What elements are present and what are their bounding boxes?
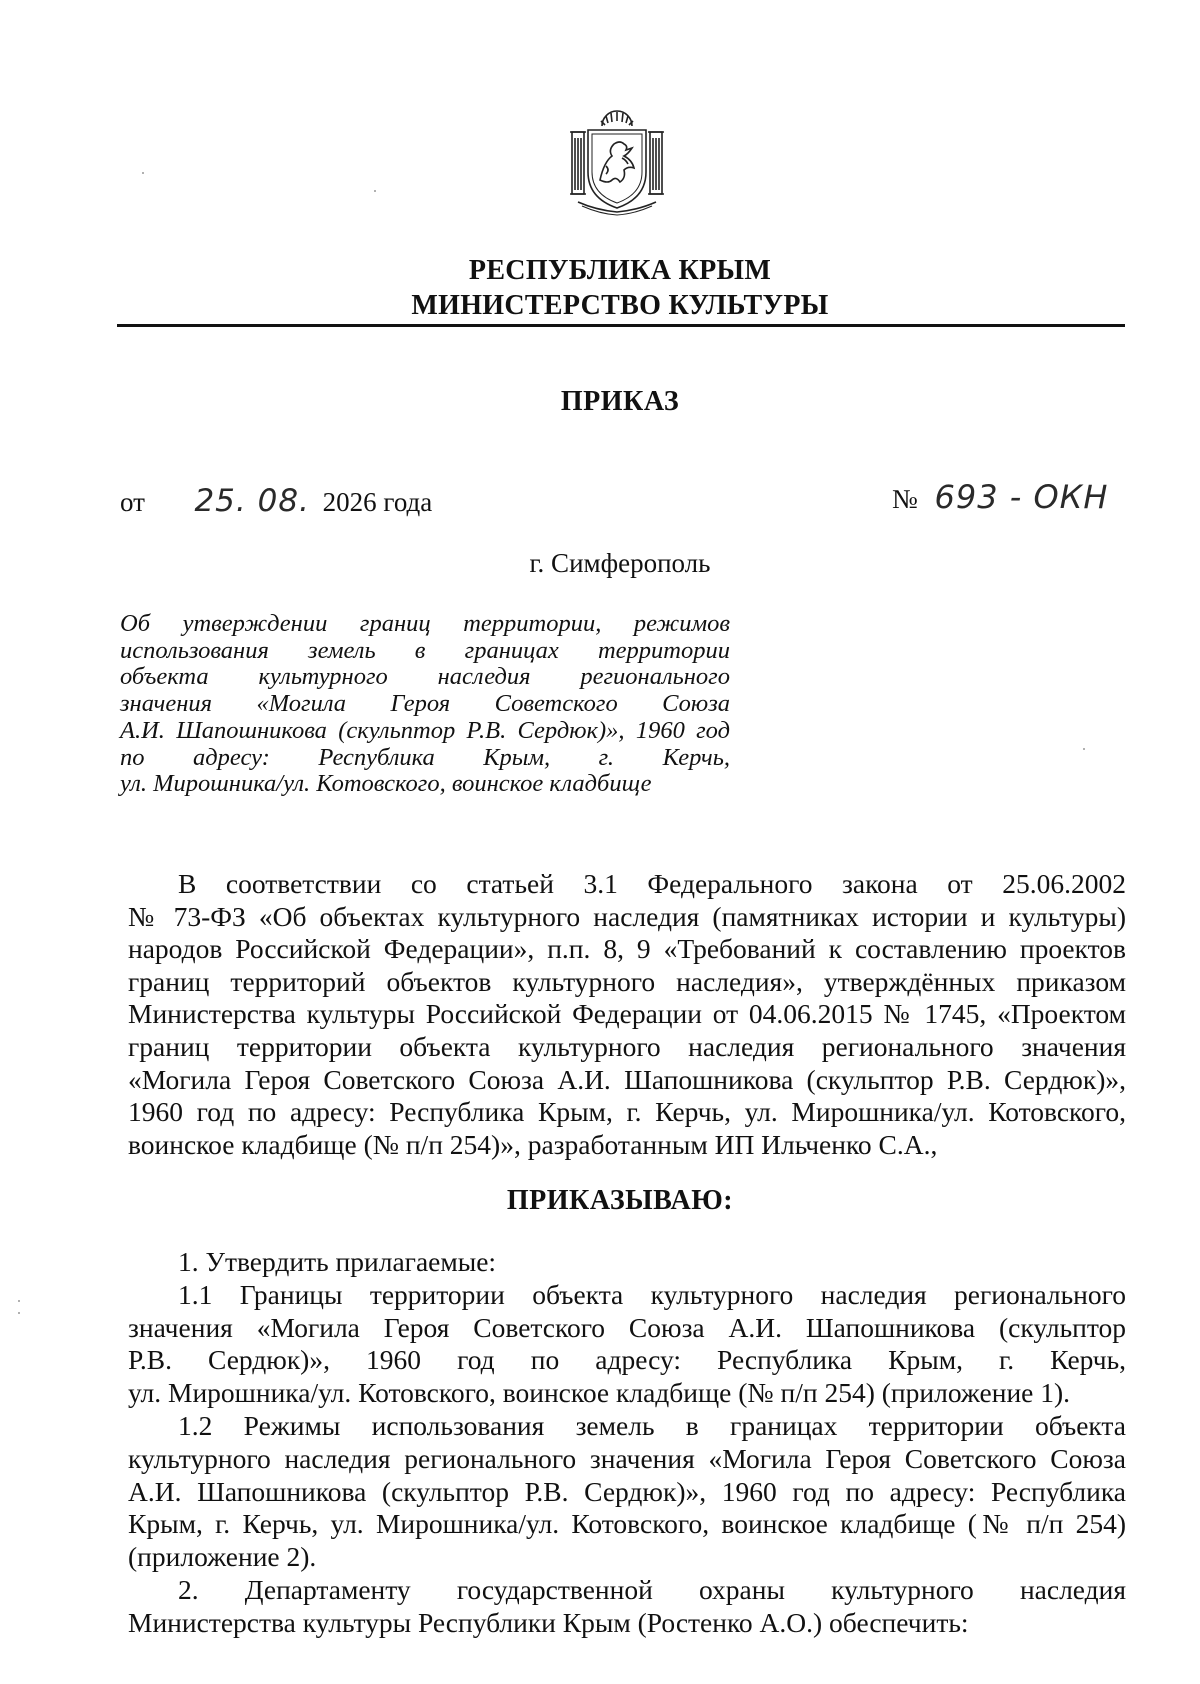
order-items xyxy=(128,1246,1126,1640)
item-1-1-line: Р.В. Сердюк)», 1960 год по адресу: Республика Крым, г. Керчь, xyxy=(128,1344,1126,1376)
scan-speck xyxy=(18,1312,20,1314)
preamble-line: Министерства культуры Российской Федерации от 04.06.2015 № 1745, «Проектом xyxy=(128,998,1126,1030)
date-year: 2026 года xyxy=(322,487,433,517)
preamble-line: В соответствии со статьей 3.1 Федерального закона от 25.06.2002 xyxy=(178,868,1126,899)
item-2-line: Министерства культуры Республики Крым (Ростенко А.О.) обеспечить: xyxy=(128,1606,969,1638)
item-1: 1. Утвердить прилагаемые: xyxy=(178,1246,497,1277)
preamble-line: № 73-ФЗ «Об объектах культурного наследия (памятниках истории и культуры) xyxy=(128,900,1126,932)
issue-city xyxy=(0,548,1200,579)
subject-line: объекта культурного наследия регионального xyxy=(120,663,730,691)
subject-line: по адресу: Республика Крым, г. Керчь, xyxy=(120,743,730,771)
order-number xyxy=(892,478,1108,516)
order-date xyxy=(120,484,432,519)
handwritten-date: 25. 08. xyxy=(194,483,310,519)
preamble-line: «Могила Героя Советского Союза А.И. Шапошникова (скульптор Р.В. Сердюк)», xyxy=(128,1063,1126,1095)
item-1-2-line: (приложение 2). xyxy=(128,1541,317,1573)
city-text: г. Симферополь xyxy=(529,548,711,578)
item-2-line: 2. Департаменту государственной охраны культурного наследия xyxy=(178,1573,1126,1605)
subject-line: А.И. Шапошникова (скульптор Р.В. Сердюк)», 1960 год xyxy=(120,716,730,744)
subject-line: использования земель в границах территории xyxy=(120,636,730,664)
preamble-line: границ территорий объектов культурного наследия», утверждённых приказом xyxy=(128,965,1126,997)
scan-speck xyxy=(1083,748,1085,750)
subject-line: Об утверждении границ территории, режимов xyxy=(120,610,730,637)
preamble-line: 1960 год по адресу: Республика Крым, г. Керчь, ул. Мирошника/ул. Котовского, xyxy=(128,1096,1126,1128)
preamble-line: народов Российской Федерации», п.п. 8, 9 «Требований к составлению проектов xyxy=(128,933,1126,965)
order-directive-heading: ПРИКАЗЫВАЮ: xyxy=(506,1185,734,1216)
item-1-1-line: ул. Мирошника/ул. Котовского, воинское кладбище (№ п/п 254) (приложение 1). xyxy=(128,1377,1071,1409)
document-type-title: ПРИКАЗ xyxy=(560,386,680,417)
preamble-line: границ территории объекта культурного наследия регионального значения xyxy=(128,1030,1126,1062)
number-prefix: № xyxy=(892,484,918,514)
preamble-paragraph xyxy=(128,868,1126,1161)
organization-region: РЕСПУБЛИКА КРЫМ xyxy=(468,255,772,286)
scan-speck xyxy=(18,1300,20,1302)
coat-of-arms-emblem xyxy=(566,110,668,216)
item-1-2-line: 1.2 Режимы использования земель в границах территории объекта xyxy=(178,1409,1126,1441)
scan-speck xyxy=(374,190,376,192)
scan-speck xyxy=(142,172,144,174)
organization-ministry: МИНИСТЕРСТВО КУЛЬТУРЫ xyxy=(411,290,829,321)
item-1-2-line: А.И. Шапошникова (скульптор Р.В. Сердюк)», 1960 год по адресу: Республика xyxy=(128,1475,1126,1507)
item-1-2-line: культурного наследия регионального значения «Могила Героя Советского Союза xyxy=(128,1442,1126,1474)
item-1-1-line: значения «Могила Героя Советского Союза А.И. Шапошникова (скульптор xyxy=(128,1311,1126,1343)
subject-line: ул. Мирошника/ул. Котовского, воинское кладбище xyxy=(120,770,652,798)
header-divider xyxy=(117,324,1125,327)
item-1-1-line: 1.1 Границы территории объекта культурного наследия регионального xyxy=(178,1278,1126,1310)
order-subject xyxy=(120,611,730,798)
item-1-2-line: Крым, г. Керчь, ул. Мирошника/ул. Котовского, воинское кладбище (№ п/п 254) xyxy=(128,1508,1126,1540)
preamble-line: воинское кладбище (№ п/п 254)», разработанным ИП Ильченко С.А., xyxy=(128,1128,938,1160)
date-prefix: от xyxy=(120,487,145,517)
subject-line: значения «Могила Героя Советского Союза xyxy=(120,690,730,718)
handwritten-number: 693 - ОКН xyxy=(934,478,1109,516)
